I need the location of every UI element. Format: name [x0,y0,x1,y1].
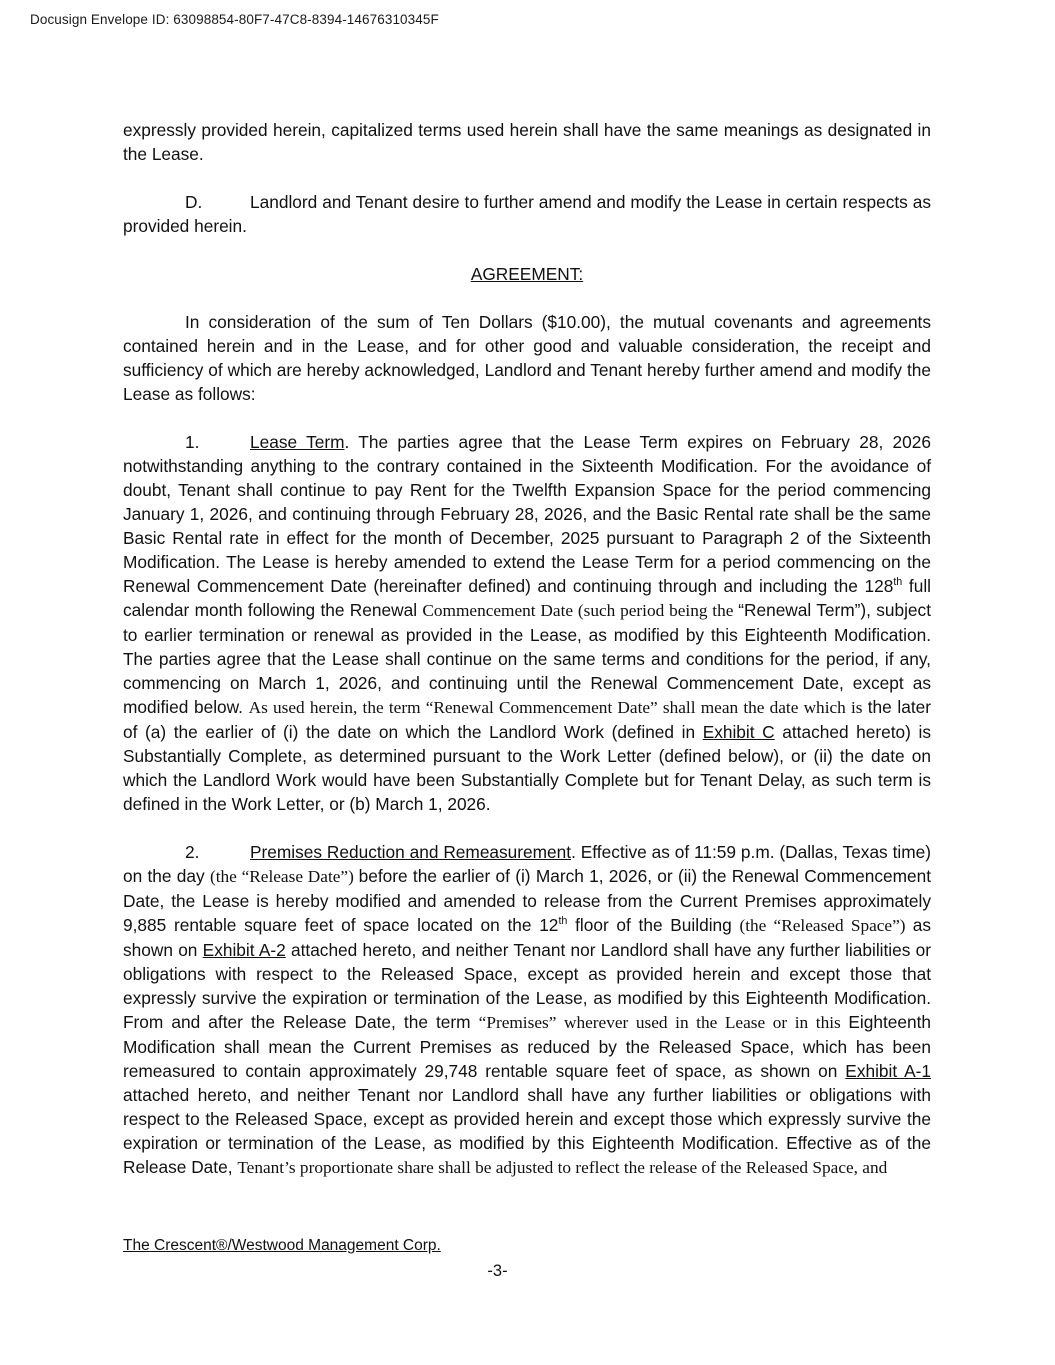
text-run: (the “Release Date”) [209,867,359,886]
paragraph-continuation [123,118,931,166]
list-marker: D. [185,192,203,212]
text-run: attached hereto, and neither Tenant nor Landlord shall have any further liabilities or obligations with respect to the Released Space, except as provided herein and except those that expressly survive the expiration or termination of the Lease, as modified by this Eighteenth Modification. From and after the Release Date, the term [123,940,932,1032]
text-run: Eighteenth Modification shall mean the Current Premises as reduced by the Released Space, which has been remeasured to contain approximately 29,748 rentable square feet of space, as shown on [123,1012,931,1081]
text-run: full calendar month following the Renewal [123,576,931,620]
clause-title: Premises Reduction and Remeasurement [250,842,572,862]
exhibit-reference: Exhibit A-1 [845,1061,931,1081]
paragraph-2-premises-reduction [123,840,931,1180]
exhibit-reference: Exhibit C [702,722,775,742]
ordinal-superscript: th [893,576,903,589]
exhibit-reference: Exhibit A-2 [202,940,286,960]
text-run: (the “Released Space”) [739,916,913,935]
text-run: . The parties agree that the Lease Term expires on February 28, 2026 notwithstanding anything to the contrary contained in the Sixteenth Modification. For the avoidance of doubt, Tenant shall continue to pay Rent for the Twelfth Expansion Space for the period commencing January 1, 2026, and continuing through February 28, 2026, and the Basic Rental rate shall be the same Basic Rental rate in effect for the month of December, 2025 pursuant to Paragraph 2 of the Sixteenth Modification. The Lease is hereby amended to extend the Lease Term for a period commencing on the Renewal Commencement Date (hereinafter defined) and continuing through and including the 128 [123,432,931,596]
paragraph-1-lease-term [123,430,931,816]
text-run: “Renewal Term”), subject to earlier termination or renewal as provided in the Lease, as modified by this Eighteenth Modification. The parties agree that the Lease shall continue on the same terms and conditions for the period, if any, commencing on March 1, 2026, and continuing until the Renewal Commencement Date, except as modified below. [123,600,931,717]
text-run: attached hereto) is Substantially Complete, as determined pursuant to the Work Letter (defined below), or (ii) the date on which the Landlord Work would have been Substantially Complete but for Tenant Delay, as such term is defined in the Work Letter, or (b) March 1, 2026. [123,722,932,814]
text-run: In consideration of the sum of Ten Dollars ($10.00), the mutual covenants and agreements contained herein and in the Lease, and for other good and valuable consideration, the receipt and sufficiency of which are hereby acknowledged, Landlord and Tenant hereby further amend and modify the Lease as follows: [123,312,931,404]
text-run: . Effective as of 11:59 p.m. (Dallas, Texas time) on the day [123,842,931,886]
ordinal-superscript: th [558,915,568,928]
list-marker: 1. [185,432,200,452]
text-run: before the earlier of (i) March 1, 2026, or (ii) the Renewal Commencement Date, the Lease is hereby modified and amended to release from the Current Premises approximately 9,885 rentable square feet of space located on the 12 [123,866,932,935]
text-run: expressly provided herein, capitalized terms used herein shall have the same meanings as designated in the Lease. [123,120,931,164]
text-run: Tenant’s proportionate share shall be adjusted to reflect the release of the Released Space, and [237,1158,888,1177]
docusign-envelope-id: Docusign Envelope ID: 63098854-80F7-47C8-8394-14676310345F [30,12,439,27]
text-run: the later of (a) the earlier of (i) the date on which the Landlord Work (defined in [123,697,931,742]
text-run: Commencement Date (such period being the [422,601,739,620]
section-heading [123,262,931,286]
document-body [123,118,931,1204]
list-marker: 2. [185,842,200,862]
paragraph-consideration [123,310,931,406]
paragraph-recital-d [123,190,931,238]
text-run: As used herein, the term “Renewal Commencement Date” shall mean the date which is [248,698,868,717]
text-run: as shown on [123,915,932,960]
text-run: “Premises” wherever used in the Lease or in this [478,1013,849,1032]
page-number: -3- [487,1262,508,1280]
footer-company-name: The Crescent®/Westwood Management Corp. [123,1237,441,1254]
text-run: Landlord and Tenant desire to further amend and modify the Lease in certain respects as provided herein. [123,192,931,236]
clause-title: Lease Term [250,432,345,452]
agreement-heading: AGREEMENT: [470,264,584,284]
text-run: floor of the Building [567,915,740,935]
text-run: attached hereto, and neither Tenant nor Landlord shall have any further liabilities or obligations with respect to the Released Space, except as provided herein and except those which expressly survive the expiration or termination of the Lease, as modified by this Eighteenth Modification. Effective as of the Release Date, [123,1085,931,1177]
